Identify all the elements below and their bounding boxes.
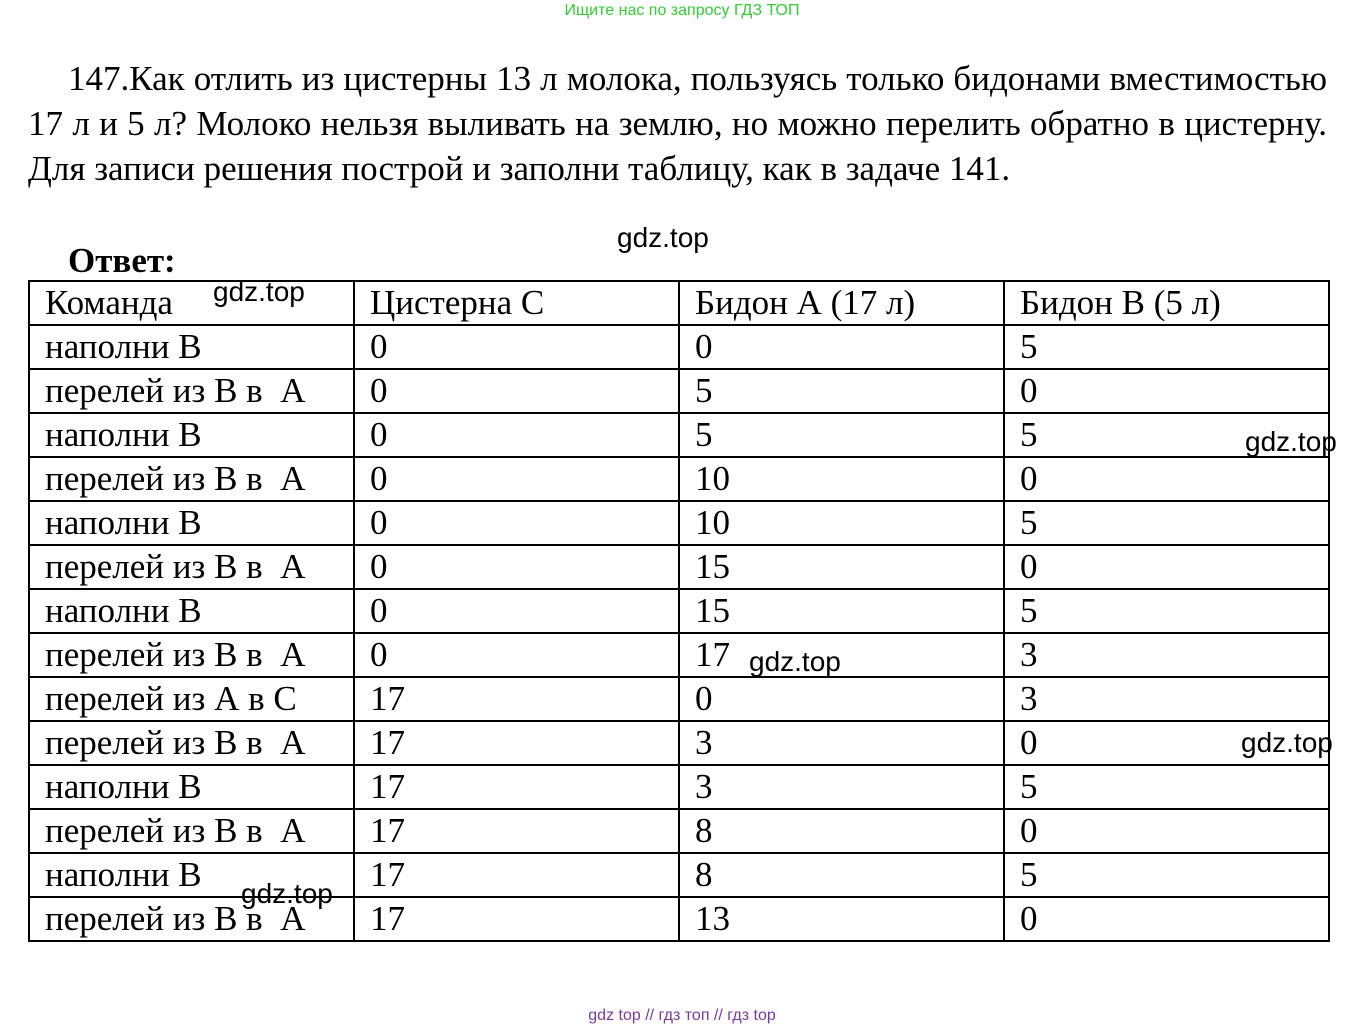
table-row xyxy=(29,721,1329,765)
cell-can-a: 15 xyxy=(679,589,1004,633)
cell-can-b: 5 xyxy=(1004,501,1329,545)
cell-tank-c: 0 xyxy=(354,633,679,677)
table-row xyxy=(29,545,1329,589)
cell-can-a: 15 xyxy=(679,545,1004,589)
table-row xyxy=(29,677,1329,721)
header-can-a: Бидон А (17 л) xyxy=(679,281,1004,325)
cell-command: наполни В xyxy=(29,765,354,809)
table-row xyxy=(29,369,1329,413)
cell-can-b: 5 xyxy=(1004,589,1329,633)
cell-tank-c: 17 xyxy=(354,677,679,721)
cell-can-b: 0 xyxy=(1004,897,1329,941)
table-row xyxy=(29,457,1329,501)
cell-command: наполни В xyxy=(29,413,354,457)
bottom-banner: gdz top // гдз топ // гдз top xyxy=(588,1007,776,1024)
cell-command: перелей из В в А xyxy=(29,369,354,413)
cell-can-a: 8 xyxy=(679,809,1004,853)
header-command: Команда xyxy=(29,281,354,325)
cell-command: наполни В xyxy=(29,325,354,369)
table-row xyxy=(29,633,1329,677)
cell-tank-c: 17 xyxy=(354,721,679,765)
cell-tank-c: 17 xyxy=(354,897,679,941)
watermark: gdz.top xyxy=(1241,727,1333,758)
cell-can-a: 8 xyxy=(679,853,1004,897)
cell-tank-c: 0 xyxy=(354,589,679,633)
cell-can-b: 5 xyxy=(1004,765,1329,809)
problem-text: 147.Как отлить из цистерны 13 л молока, пользуясь только бидонами вместимостью 17 л и 5 л? Молоко нельзя выливать на землю, но можно перелить обратно в цистерну. Для записи решения построй и заполни таблицу, как в задаче 141. xyxy=(28,59,1327,188)
cell-can-a: 5 xyxy=(679,413,1004,457)
cell-command: перелей из А в С xyxy=(29,677,354,721)
cell-command: наполни В xyxy=(29,589,354,633)
header-can-b: Бидон В (5 л) xyxy=(1004,281,1329,325)
cell-can-a: 17 xyxy=(679,633,1004,677)
cell-can-a: 0 xyxy=(679,325,1004,369)
table-row xyxy=(29,413,1329,457)
cell-can-b: 5 xyxy=(1004,413,1329,457)
cell-can-a: 10 xyxy=(679,457,1004,501)
cell-can-b: 0 xyxy=(1004,457,1329,501)
watermark: gdz.top xyxy=(241,878,333,909)
answer-label: Ответ: xyxy=(68,241,176,280)
cell-command: перелей из В в А xyxy=(29,721,354,765)
cell-can-a: 10 xyxy=(679,501,1004,545)
table-row xyxy=(29,809,1329,853)
cell-tank-c: 0 xyxy=(354,545,679,589)
cell-can-b: 3 xyxy=(1004,633,1329,677)
cell-command: наполни В xyxy=(29,501,354,545)
table-row xyxy=(29,501,1329,545)
cell-can-a: 3 xyxy=(679,721,1004,765)
cell-tank-c: 0 xyxy=(354,325,679,369)
cell-command: перелей из В в А xyxy=(29,897,354,941)
cell-can-b: 0 xyxy=(1004,809,1329,853)
table-row xyxy=(29,897,1329,941)
table-row xyxy=(29,325,1329,369)
cell-tank-c: 0 xyxy=(354,369,679,413)
cell-command: наполни В xyxy=(29,853,354,897)
top-banner: Ищите нас по запросу ГДЗ ТОП xyxy=(564,2,800,19)
watermark: gdz.top xyxy=(1245,426,1337,457)
cell-can-a: 0 xyxy=(679,677,1004,721)
cell-can-b: 0 xyxy=(1004,721,1329,765)
cell-can-b: 5 xyxy=(1004,325,1329,369)
watermark: gdz.top xyxy=(749,646,841,677)
cell-tank-c: 17 xyxy=(354,853,679,897)
table-row xyxy=(29,589,1329,633)
cell-can-b: 0 xyxy=(1004,369,1329,413)
table-row xyxy=(29,765,1329,809)
cell-can-b: 0 xyxy=(1004,545,1329,589)
cell-can-b: 3 xyxy=(1004,677,1329,721)
watermark: gdz.top xyxy=(213,276,305,307)
cell-can-a: 5 xyxy=(679,369,1004,413)
cell-tank-c: 17 xyxy=(354,809,679,853)
table-row xyxy=(29,853,1329,897)
cell-can-a: 13 xyxy=(679,897,1004,941)
cell-command: перелей из В в А xyxy=(29,545,354,589)
cell-can-b: 5 xyxy=(1004,853,1329,897)
cell-tank-c: 17 xyxy=(354,765,679,809)
solution-table xyxy=(28,280,1330,942)
cell-command: перелей из В в А xyxy=(29,633,354,677)
cell-tank-c: 0 xyxy=(354,413,679,457)
cell-can-a: 3 xyxy=(679,765,1004,809)
cell-tank-c: 0 xyxy=(354,501,679,545)
cell-command: перелей из В в А xyxy=(29,809,354,853)
cell-command: перелей из В в А xyxy=(29,457,354,501)
header-tank-c: Цистерна С xyxy=(354,281,679,325)
watermark: gdz.top xyxy=(617,222,709,253)
cell-tank-c: 0 xyxy=(354,457,679,501)
